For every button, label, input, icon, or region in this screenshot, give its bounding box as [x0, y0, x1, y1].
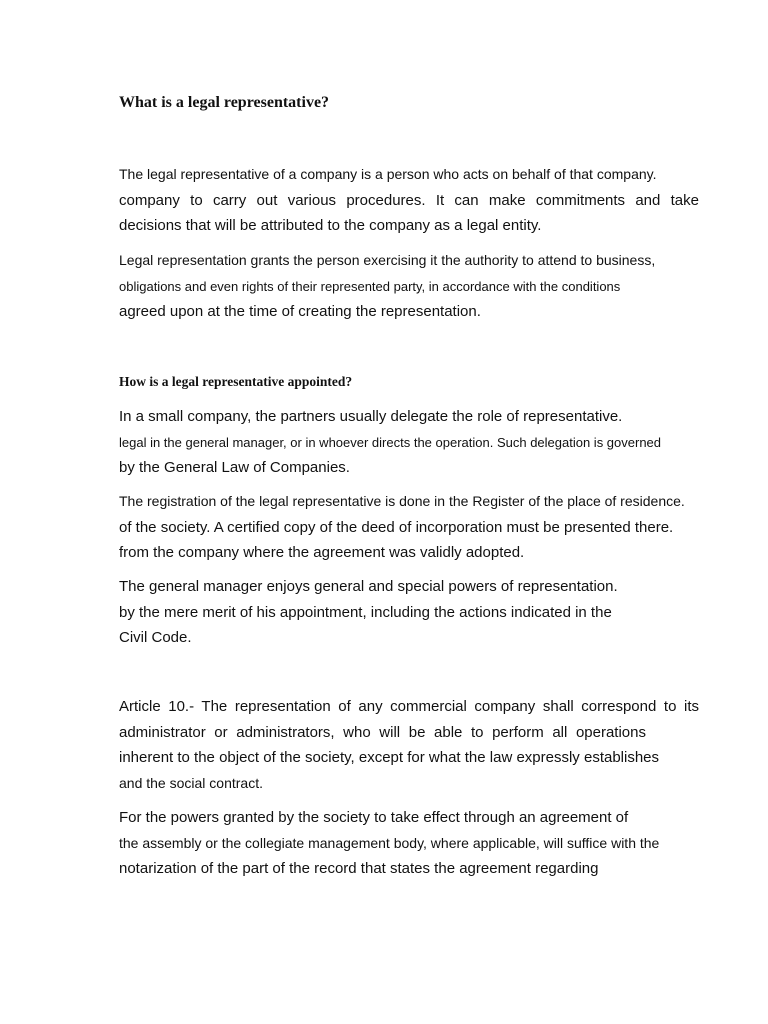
text-line: The general manager enjoys general and special powers of representation.: [119, 578, 618, 595]
text-line: obligations and even rights of their represented party, in accordance with the conditions: [119, 278, 621, 294]
text-line: The legal representative of a company is a person who acts on behalf of that company.: [119, 166, 657, 182]
text-line: notarization of the part of the record that states the agreement regarding: [119, 860, 599, 877]
paragraph-authority: [119, 248, 699, 325]
paragraph-definition: [119, 162, 699, 239]
text-line: Civil Code.: [119, 629, 192, 646]
text-line: Legal representation grants the person exercising it the authority to attend to business,: [119, 252, 656, 268]
text-line: The registration of the legal representative is done in the Register of the place of residence.: [119, 493, 685, 509]
section-heading-appointment: How is a legal representative appointed?: [119, 374, 353, 389]
text-line: the assembly or the collegiate management body, where applicable, will suffice with the: [119, 834, 660, 851]
text-line: from the company where the agreement was validly adopted.: [119, 544, 525, 561]
text-line: Article 10.- The representation of any commercial company shall correspond to its: [119, 698, 699, 715]
text-line: and the social contract.: [119, 774, 263, 791]
paragraph-registration: [119, 489, 699, 566]
text-line: decisions that will be attributed to the company as a legal entity.: [119, 217, 542, 234]
paragraph-general-manager: [119, 574, 699, 651]
text-line: In a small company, the partners usually delegate the role of representative.: [119, 408, 623, 425]
text-line: of the society. A certified copy of the deed of incorporation must be presented there.: [119, 518, 674, 536]
paragraph-article-10: [119, 694, 699, 796]
document-title: What is a legal representative?: [119, 94, 330, 111]
text-line: inherent to the object of the society, except for what the law expressly establishes: [119, 749, 660, 766]
paragraph-delegation: [119, 404, 699, 481]
text-line: legal in the general manager, or in whoever directs the operation. Such delegation is governed: [119, 434, 662, 450]
text-line: For the powers granted by the society to take effect through an agreement of: [119, 809, 629, 826]
text-line: by the mere merit of his appointment, including the actions indicated in the: [119, 603, 612, 621]
text-line: agreed upon at the time of creating the representation.: [119, 303, 481, 320]
text-line: by the General Law of Companies.: [119, 459, 350, 476]
paragraph-powers: [119, 805, 699, 882]
text-line: company to carry out various procedures. It can make commitments and take: [119, 191, 699, 209]
text-line: administrator or administrators, who will be able to perform all operations: [119, 723, 646, 741]
